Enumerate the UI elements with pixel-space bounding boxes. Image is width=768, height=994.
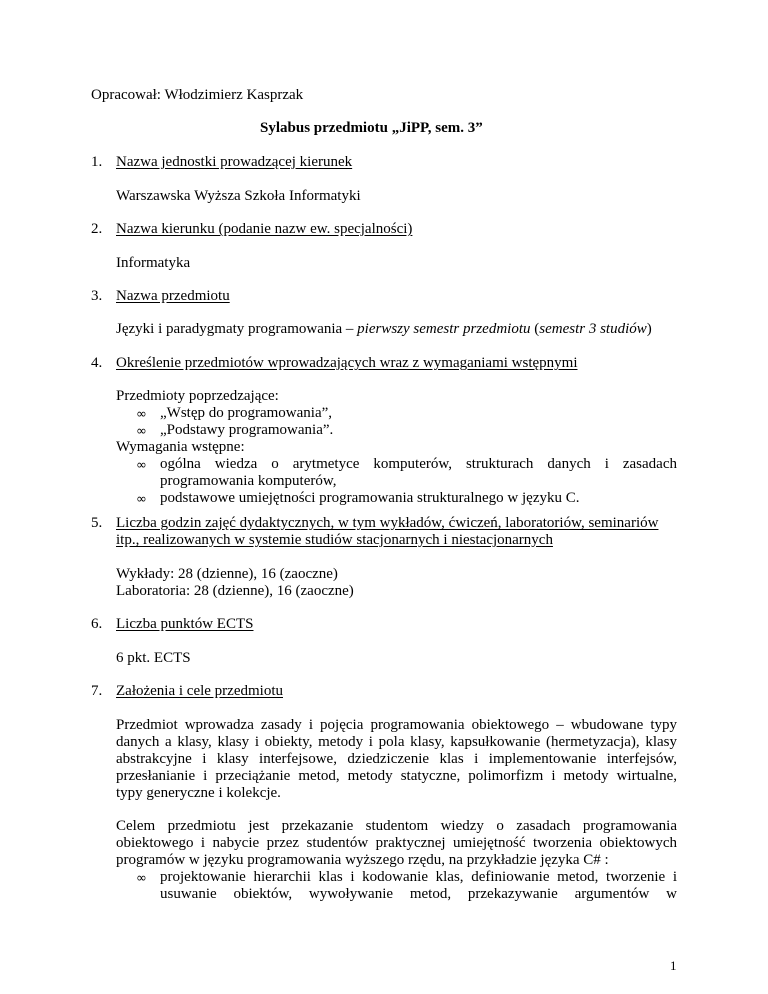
paragraph-line: programów w języku programowania wyższego rzędu, na przykładzie języka C# : — [116, 852, 609, 868]
section-heading: Założenia i cele przedmiotu — [116, 683, 283, 699]
list-item: „Podstawy programowania”. — [160, 422, 334, 438]
bullet-icon: ∞ — [136, 424, 147, 439]
section-heading: Nazwa przedmiotu — [116, 288, 230, 304]
paragraph-line: przesłanianie i przeciążanie metod, metody statyczne, polimorfizm i metody wirtualne, — [116, 768, 677, 784]
list-item: ogólna wiedza o arytmetyce komputerów, strukturach danych i zasadach — [160, 456, 677, 472]
page-number: 1 — [670, 958, 677, 973]
bullet-icon: ∞ — [136, 407, 147, 422]
paragraph-line: obiektowego i nabycie przez studentów praktycznej umiejętność tworzenia obiektowych — [116, 835, 677, 851]
bullet-icon: ∞ — [136, 492, 147, 507]
list-item: projektowanie hierarchii klas i kodowanie klas, definiowanie metod, tworzenie i — [160, 869, 677, 885]
section-body: Informatyka — [116, 255, 191, 271]
paragraph-line: abstrakcyjne i klasy interfejsowe, dziedziczenie klas i implementowanie interfejsów, — [116, 751, 677, 767]
section-number: 5. — [91, 515, 103, 531]
section-heading: Określenie przedmiotów wprowadzających wraz z wymaganiami wstępnymi — [116, 355, 578, 371]
bullet-icon: ∞ — [136, 871, 147, 886]
section-heading: itp., realizowanych w systemie studiów stacjonarnych i niestacjonarnych — [116, 532, 553, 548]
section-heading: Nazwa kierunku (podanie nazw ew. specjalności) — [116, 221, 413, 237]
requirements-label: Wymagania wstępne: — [116, 439, 245, 455]
paragraph-line: Celem przedmiotu jest przekazanie studentom wiedzy o zasadach programowania — [116, 818, 677, 834]
list-item: „Wstęp do programowania”, — [160, 405, 333, 421]
paragraph-line: Przedmiot wprowadza zasady i pojęcia programowania obiektowego – wbudowane typy — [116, 717, 677, 733]
prereq-label: Przedmioty poprzedzające: — [116, 388, 279, 404]
section-number: 1. — [91, 154, 103, 170]
section-number: 2. — [91, 221, 103, 237]
list-item-continuation: programowania komputerów, — [160, 473, 337, 489]
section-heading: Liczba godzin zajęć dydaktycznych, w tym wykładów, ćwiczeń, laboratoriów, seminariów — [116, 515, 659, 531]
paragraph-line: danych a klasy, klasy i obiekty, metody i pola klasy, kapsułkowanie (hermetyzacja), klasy — [116, 734, 677, 750]
section-body: Wykłady: 28 (dzienne), 16 (zaoczne) — [116, 566, 338, 582]
document-title: Sylabus przedmiotu „JiPP, sem. 3” — [260, 120, 483, 136]
section-number: 7. — [91, 683, 103, 699]
section-body: Laboratoria: 28 (dzienne), 16 (zaoczne) — [116, 583, 354, 599]
paragraph-line: typy generyczne i kolekcje. — [116, 785, 281, 801]
section-number: 3. — [91, 288, 103, 304]
section-number: 4. — [91, 355, 103, 371]
section-number: 6. — [91, 616, 103, 632]
list-item-continuation: usuwanie obiektów, wywoływanie metod, przekazywanie argumentów w — [160, 886, 677, 902]
section-body: Języki i paradygmaty programowania – pierwszy semestr przedmiotu (semestr 3 studiów) — [116, 321, 652, 337]
section-heading: Liczba punktów ECTS — [116, 616, 254, 632]
section-body: Warszawska Wyższa Szkoła Informatyki — [116, 188, 361, 204]
list-item: podstawowe umiejętności programowania strukturalnego w języku C. — [160, 490, 580, 506]
section-heading: Nazwa jednostki prowadzącej kierunek — [116, 154, 353, 170]
section-body: 6 pkt. ECTS — [116, 650, 191, 666]
bullet-icon: ∞ — [136, 458, 147, 473]
author-line: Opracował: Włodzimierz Kasprzak — [91, 87, 304, 103]
